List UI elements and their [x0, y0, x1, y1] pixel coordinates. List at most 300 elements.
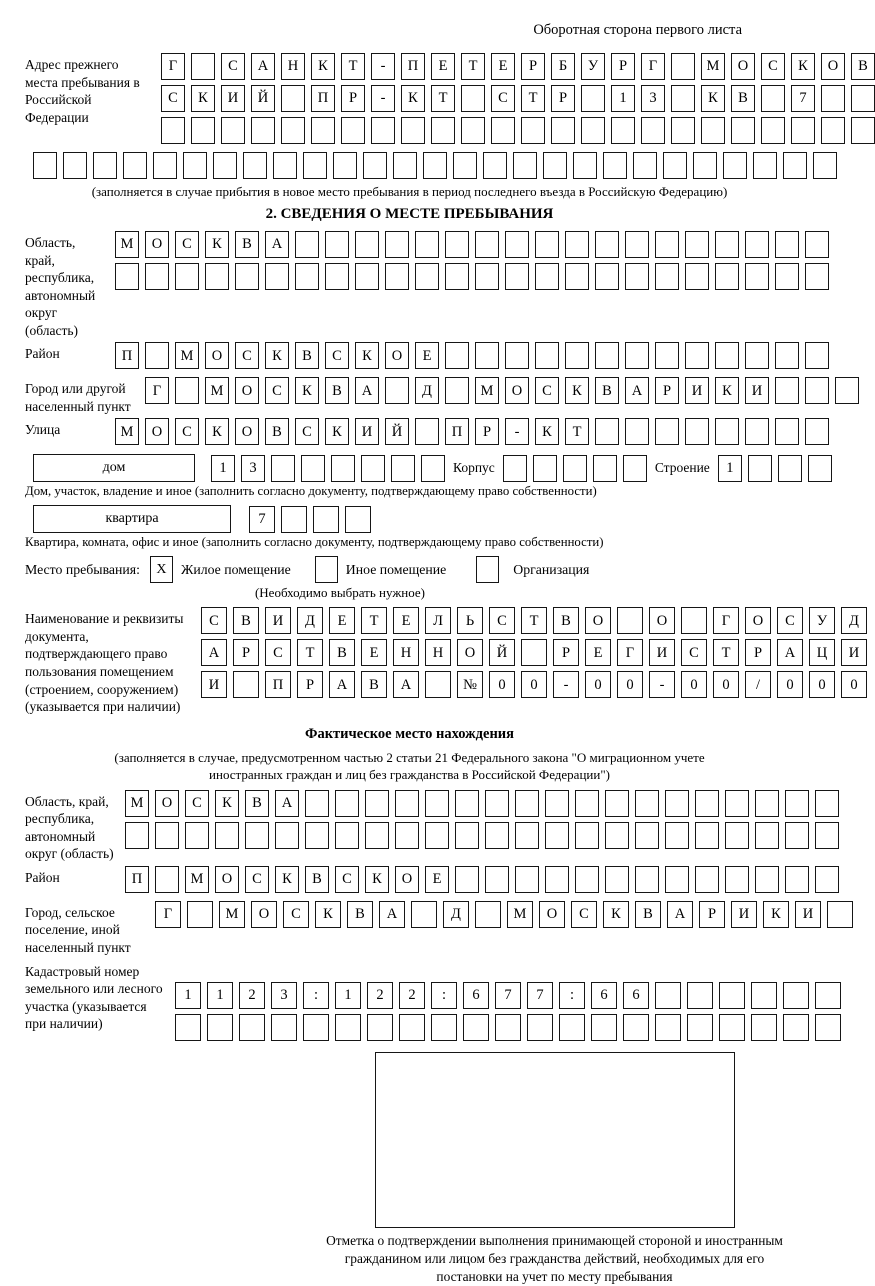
- char-cell[interactable]: С: [221, 53, 245, 80]
- char-cell[interactable]: [175, 1014, 201, 1041]
- char-cell[interactable]: Р: [551, 85, 575, 112]
- char-cell[interactable]: 0: [489, 671, 515, 698]
- char-cell[interactable]: С: [175, 231, 199, 258]
- char-cell[interactable]: [123, 152, 147, 179]
- char-cell[interactable]: [723, 152, 747, 179]
- char-cell[interactable]: [725, 866, 749, 893]
- char-cell[interactable]: Д: [841, 607, 867, 634]
- char-cell[interactable]: [33, 152, 57, 179]
- char-cell[interactable]: М: [185, 866, 209, 893]
- char-cell[interactable]: И: [745, 377, 769, 404]
- char-cell[interactable]: [685, 263, 709, 290]
- char-cell[interactable]: [63, 152, 87, 179]
- char-cell[interactable]: 2: [239, 982, 265, 1009]
- char-cell[interactable]: [603, 152, 627, 179]
- char-cell[interactable]: [503, 455, 527, 482]
- char-cell[interactable]: А: [201, 639, 227, 666]
- char-cell[interactable]: [491, 117, 515, 144]
- char-cell[interactable]: [623, 1014, 649, 1041]
- char-cell[interactable]: [505, 231, 529, 258]
- char-cell[interactable]: 3: [271, 982, 297, 1009]
- char-cell[interactable]: 0: [521, 671, 547, 698]
- char-cell[interactable]: М: [701, 53, 725, 80]
- char-cell[interactable]: [361, 455, 385, 482]
- char-cell[interactable]: И: [355, 418, 379, 445]
- char-cell[interactable]: [755, 790, 779, 817]
- char-cell[interactable]: [581, 85, 605, 112]
- char-cell[interactable]: [475, 901, 501, 928]
- char-cell[interactable]: [827, 901, 853, 928]
- char-cell[interactable]: О: [385, 342, 409, 369]
- char-cell[interactable]: [535, 231, 559, 258]
- char-cell[interactable]: [545, 822, 569, 849]
- char-cell[interactable]: М: [175, 342, 199, 369]
- char-cell[interactable]: С: [235, 342, 259, 369]
- char-cell[interactable]: [775, 342, 799, 369]
- char-cell[interactable]: [415, 263, 439, 290]
- char-cell[interactable]: Г: [617, 639, 643, 666]
- char-cell[interactable]: [575, 866, 599, 893]
- char-cell[interactable]: [325, 263, 349, 290]
- char-cell[interactable]: [385, 263, 409, 290]
- char-cell[interactable]: [725, 822, 749, 849]
- char-cell[interactable]: [625, 231, 649, 258]
- char-cell[interactable]: Г: [155, 901, 181, 928]
- char-cell[interactable]: [395, 790, 419, 817]
- char-cell[interactable]: М: [205, 377, 229, 404]
- char-cell[interactable]: Т: [565, 418, 589, 445]
- char-cell[interactable]: [695, 866, 719, 893]
- char-cell[interactable]: 7: [791, 85, 815, 112]
- char-cell[interactable]: 6: [623, 982, 649, 1009]
- char-cell[interactable]: С: [265, 377, 289, 404]
- char-cell[interactable]: [155, 822, 179, 849]
- char-cell[interactable]: В: [305, 866, 329, 893]
- char-cell[interactable]: [191, 53, 215, 80]
- char-cell[interactable]: [301, 455, 325, 482]
- char-cell[interactable]: В: [233, 607, 259, 634]
- char-cell[interactable]: И: [731, 901, 757, 928]
- char-cell[interactable]: [463, 1014, 489, 1041]
- checkbox-residential[interactable]: X: [150, 556, 173, 583]
- char-cell[interactable]: [543, 152, 567, 179]
- char-cell[interactable]: [815, 866, 839, 893]
- char-cell[interactable]: [805, 418, 829, 445]
- char-cell[interactable]: [455, 866, 479, 893]
- char-cell[interactable]: [485, 790, 509, 817]
- char-cell[interactable]: [663, 152, 687, 179]
- char-cell[interactable]: [745, 263, 769, 290]
- char-cell[interactable]: К: [565, 377, 589, 404]
- char-cell[interactable]: [235, 263, 259, 290]
- char-cell[interactable]: [551, 117, 575, 144]
- char-cell[interactable]: [775, 418, 799, 445]
- char-cell[interactable]: К: [701, 85, 725, 112]
- char-cell[interactable]: В: [553, 607, 579, 634]
- char-cell[interactable]: О: [731, 53, 755, 80]
- char-cell[interactable]: [155, 866, 179, 893]
- char-cell[interactable]: М: [475, 377, 499, 404]
- char-cell[interactable]: [239, 1014, 265, 1041]
- char-cell[interactable]: Е: [415, 342, 439, 369]
- char-cell[interactable]: [475, 263, 499, 290]
- char-cell[interactable]: [778, 455, 802, 482]
- char-cell[interactable]: [785, 866, 809, 893]
- char-cell[interactable]: [445, 263, 469, 290]
- char-cell[interactable]: П: [445, 418, 469, 445]
- char-cell[interactable]: [681, 607, 707, 634]
- char-cell[interactable]: [515, 822, 539, 849]
- char-cell[interactable]: [275, 822, 299, 849]
- char-cell[interactable]: К: [205, 418, 229, 445]
- char-cell[interactable]: [411, 901, 437, 928]
- char-cell[interactable]: Р: [611, 53, 635, 80]
- char-cell[interactable]: А: [251, 53, 275, 80]
- char-cell[interactable]: [755, 822, 779, 849]
- char-cell[interactable]: [445, 377, 469, 404]
- char-cell[interactable]: [821, 117, 845, 144]
- char-cell[interactable]: С: [535, 377, 559, 404]
- char-cell[interactable]: Г: [641, 53, 665, 80]
- char-cell[interactable]: Р: [233, 639, 259, 666]
- char-cell[interactable]: [515, 790, 539, 817]
- char-cell[interactable]: [761, 85, 785, 112]
- char-cell[interactable]: 1: [207, 982, 233, 1009]
- char-cell[interactable]: [475, 342, 499, 369]
- char-cell[interactable]: [655, 263, 679, 290]
- char-cell[interactable]: О: [585, 607, 611, 634]
- char-cell[interactable]: [815, 1014, 841, 1041]
- char-cell[interactable]: [325, 231, 349, 258]
- char-cell[interactable]: Г: [145, 377, 169, 404]
- char-cell[interactable]: [821, 85, 845, 112]
- char-cell[interactable]: [425, 790, 449, 817]
- char-cell[interactable]: Ц: [809, 639, 835, 666]
- char-cell[interactable]: 0: [713, 671, 739, 698]
- char-cell[interactable]: [701, 117, 725, 144]
- char-cell[interactable]: Е: [329, 607, 355, 634]
- char-cell[interactable]: [625, 342, 649, 369]
- char-cell[interactable]: [815, 822, 839, 849]
- char-cell[interactable]: [575, 790, 599, 817]
- char-cell[interactable]: [835, 377, 859, 404]
- char-cell[interactable]: [745, 342, 769, 369]
- char-cell[interactable]: [385, 377, 409, 404]
- char-cell[interactable]: С: [777, 607, 803, 634]
- char-cell[interactable]: [399, 1014, 425, 1041]
- char-cell[interactable]: -: [371, 53, 395, 80]
- char-cell[interactable]: [485, 822, 509, 849]
- char-cell[interactable]: И: [795, 901, 821, 928]
- char-cell[interactable]: 0: [809, 671, 835, 698]
- char-cell[interactable]: [753, 152, 777, 179]
- char-cell[interactable]: А: [329, 671, 355, 698]
- char-cell[interactable]: [365, 822, 389, 849]
- char-cell[interactable]: [205, 263, 229, 290]
- char-cell[interactable]: [341, 117, 365, 144]
- char-cell[interactable]: [685, 418, 709, 445]
- char-cell[interactable]: И: [685, 377, 709, 404]
- char-cell[interactable]: С: [265, 639, 291, 666]
- char-cell[interactable]: Л: [425, 607, 451, 634]
- char-cell[interactable]: С: [295, 418, 319, 445]
- char-cell[interactable]: М: [507, 901, 533, 928]
- char-cell[interactable]: [153, 152, 177, 179]
- char-cell[interactable]: К: [265, 342, 289, 369]
- char-cell[interactable]: [785, 822, 809, 849]
- char-cell[interactable]: [445, 342, 469, 369]
- char-cell[interactable]: А: [667, 901, 693, 928]
- char-cell[interactable]: С: [245, 866, 269, 893]
- char-cell[interactable]: С: [489, 607, 515, 634]
- char-cell[interactable]: 0: [585, 671, 611, 698]
- char-cell[interactable]: К: [215, 790, 239, 817]
- char-cell[interactable]: [805, 342, 829, 369]
- char-cell[interactable]: В: [731, 85, 755, 112]
- char-cell[interactable]: [665, 790, 689, 817]
- char-cell[interactable]: [335, 790, 359, 817]
- char-cell[interactable]: Й: [489, 639, 515, 666]
- char-cell[interactable]: Е: [431, 53, 455, 80]
- char-cell[interactable]: [815, 790, 839, 817]
- char-cell[interactable]: -: [649, 671, 675, 698]
- char-cell[interactable]: [655, 342, 679, 369]
- char-cell[interactable]: [725, 790, 749, 817]
- char-cell[interactable]: К: [791, 53, 815, 80]
- char-cell[interactable]: [391, 455, 415, 482]
- char-cell[interactable]: С: [175, 418, 199, 445]
- char-cell[interactable]: [455, 822, 479, 849]
- char-cell[interactable]: :: [431, 982, 457, 1009]
- char-cell[interactable]: [665, 866, 689, 893]
- char-cell[interactable]: Р: [655, 377, 679, 404]
- char-cell[interactable]: Н: [393, 639, 419, 666]
- char-cell[interactable]: Р: [521, 53, 545, 80]
- char-cell[interactable]: С: [161, 85, 185, 112]
- char-cell[interactable]: [605, 822, 629, 849]
- char-cell[interactable]: [265, 263, 289, 290]
- char-cell[interactable]: [791, 117, 815, 144]
- char-cell[interactable]: [751, 982, 777, 1009]
- char-cell[interactable]: [687, 982, 713, 1009]
- char-cell[interactable]: 0: [681, 671, 707, 698]
- char-cell[interactable]: [655, 418, 679, 445]
- char-cell[interactable]: И: [649, 639, 675, 666]
- char-cell[interactable]: О: [235, 418, 259, 445]
- char-cell[interactable]: [145, 263, 169, 290]
- char-cell[interactable]: Д: [443, 901, 469, 928]
- char-cell[interactable]: [635, 822, 659, 849]
- char-cell[interactable]: [591, 1014, 617, 1041]
- char-cell[interactable]: [761, 117, 785, 144]
- char-cell[interactable]: [745, 231, 769, 258]
- char-cell[interactable]: [715, 263, 739, 290]
- char-cell[interactable]: [483, 152, 507, 179]
- char-cell[interactable]: [305, 822, 329, 849]
- char-cell[interactable]: [295, 231, 319, 258]
- char-cell[interactable]: [573, 152, 597, 179]
- char-cell[interactable]: [575, 822, 599, 849]
- char-cell[interactable]: [563, 455, 587, 482]
- char-cell[interactable]: [685, 231, 709, 258]
- char-cell[interactable]: Д: [297, 607, 323, 634]
- char-cell[interactable]: М: [125, 790, 149, 817]
- char-cell[interactable]: [281, 117, 305, 144]
- char-cell[interactable]: [808, 455, 832, 482]
- char-cell[interactable]: С: [283, 901, 309, 928]
- char-cell[interactable]: [461, 85, 485, 112]
- char-cell[interactable]: [785, 790, 809, 817]
- char-cell[interactable]: [611, 117, 635, 144]
- char-cell[interactable]: [605, 866, 629, 893]
- char-cell[interactable]: [365, 790, 389, 817]
- char-cell[interactable]: [783, 152, 807, 179]
- char-cell[interactable]: П: [125, 866, 149, 893]
- char-cell[interactable]: В: [329, 639, 355, 666]
- char-cell[interactable]: Е: [491, 53, 515, 80]
- char-cell[interactable]: [655, 1014, 681, 1041]
- char-cell[interactable]: [93, 152, 117, 179]
- char-cell[interactable]: Р: [475, 418, 499, 445]
- char-cell[interactable]: В: [347, 901, 373, 928]
- char-cell[interactable]: 3: [641, 85, 665, 112]
- char-cell[interactable]: И: [265, 607, 291, 634]
- char-cell[interactable]: [593, 455, 617, 482]
- char-cell[interactable]: [805, 263, 829, 290]
- char-cell[interactable]: [371, 117, 395, 144]
- char-cell[interactable]: О: [251, 901, 277, 928]
- char-cell[interactable]: [815, 982, 841, 1009]
- char-cell[interactable]: [731, 117, 755, 144]
- char-cell[interactable]: А: [379, 901, 405, 928]
- char-cell[interactable]: [755, 866, 779, 893]
- char-cell[interactable]: №: [457, 671, 483, 698]
- char-cell[interactable]: М: [115, 418, 139, 445]
- char-cell[interactable]: [345, 506, 371, 533]
- char-cell[interactable]: [595, 342, 619, 369]
- char-cell[interactable]: [175, 263, 199, 290]
- char-cell[interactable]: [355, 263, 379, 290]
- char-cell[interactable]: Ь: [457, 607, 483, 634]
- char-cell[interactable]: [175, 377, 199, 404]
- char-cell[interactable]: [395, 822, 419, 849]
- char-cell[interactable]: [125, 822, 149, 849]
- char-cell[interactable]: [655, 982, 681, 1009]
- char-cell[interactable]: [393, 152, 417, 179]
- char-cell[interactable]: [251, 117, 275, 144]
- char-cell[interactable]: Р: [699, 901, 725, 928]
- char-cell[interactable]: К: [311, 53, 335, 80]
- char-cell[interactable]: Т: [461, 53, 485, 80]
- char-cell[interactable]: [333, 152, 357, 179]
- char-cell[interactable]: [605, 790, 629, 817]
- char-cell[interactable]: В: [295, 342, 319, 369]
- char-cell[interactable]: О: [155, 790, 179, 817]
- char-cell[interactable]: П: [265, 671, 291, 698]
- char-cell[interactable]: [335, 822, 359, 849]
- char-cell[interactable]: О: [395, 866, 419, 893]
- char-cell[interactable]: [311, 117, 335, 144]
- char-cell[interactable]: [207, 1014, 233, 1041]
- char-cell[interactable]: [775, 377, 799, 404]
- checkbox-organization[interactable]: [476, 556, 499, 583]
- char-cell[interactable]: [745, 418, 769, 445]
- char-cell[interactable]: [719, 1014, 745, 1041]
- char-cell[interactable]: О: [539, 901, 565, 928]
- char-cell[interactable]: [513, 152, 537, 179]
- char-cell[interactable]: У: [581, 53, 605, 80]
- char-cell[interactable]: В: [851, 53, 875, 80]
- char-cell[interactable]: [715, 342, 739, 369]
- char-cell[interactable]: [305, 790, 329, 817]
- char-cell[interactable]: 1: [718, 455, 742, 482]
- char-cell[interactable]: Т: [297, 639, 323, 666]
- char-cell[interactable]: [303, 1014, 329, 1041]
- char-cell[interactable]: О: [235, 377, 259, 404]
- char-cell[interactable]: [545, 790, 569, 817]
- char-cell[interactable]: [559, 1014, 585, 1041]
- char-cell[interactable]: К: [315, 901, 341, 928]
- char-cell[interactable]: [623, 455, 647, 482]
- char-cell[interactable]: [505, 263, 529, 290]
- char-cell[interactable]: [635, 866, 659, 893]
- char-cell[interactable]: [423, 152, 447, 179]
- char-cell[interactable]: О: [745, 607, 771, 634]
- char-cell[interactable]: М: [219, 901, 245, 928]
- char-cell[interactable]: [453, 152, 477, 179]
- char-cell[interactable]: А: [393, 671, 419, 698]
- char-cell[interactable]: [335, 1014, 361, 1041]
- char-cell[interactable]: О: [821, 53, 845, 80]
- char-cell[interactable]: [581, 117, 605, 144]
- char-cell[interactable]: [183, 152, 207, 179]
- char-cell[interactable]: [851, 117, 875, 144]
- char-cell[interactable]: Т: [713, 639, 739, 666]
- char-cell[interactable]: [635, 790, 659, 817]
- char-cell[interactable]: [595, 231, 619, 258]
- char-cell[interactable]: А: [625, 377, 649, 404]
- char-cell[interactable]: [281, 506, 307, 533]
- char-cell[interactable]: Н: [281, 53, 305, 80]
- char-cell[interactable]: [813, 152, 837, 179]
- char-cell[interactable]: [385, 231, 409, 258]
- char-cell[interactable]: К: [535, 418, 559, 445]
- char-cell[interactable]: [535, 342, 559, 369]
- char-cell[interactable]: [363, 152, 387, 179]
- char-cell[interactable]: В: [235, 231, 259, 258]
- char-cell[interactable]: [187, 901, 213, 928]
- char-cell[interactable]: [331, 455, 355, 482]
- char-cell[interactable]: 1: [175, 982, 201, 1009]
- char-cell[interactable]: [271, 455, 295, 482]
- char-cell[interactable]: [271, 1014, 297, 1041]
- char-cell[interactable]: [775, 231, 799, 258]
- char-cell[interactable]: Т: [361, 607, 387, 634]
- char-cell[interactable]: [687, 1014, 713, 1041]
- char-cell[interactable]: С: [491, 85, 515, 112]
- char-cell[interactable]: [671, 53, 695, 80]
- char-cell[interactable]: Р: [745, 639, 771, 666]
- char-cell[interactable]: [461, 117, 485, 144]
- char-cell[interactable]: О: [145, 418, 169, 445]
- char-cell[interactable]: Й: [385, 418, 409, 445]
- char-cell[interactable]: П: [401, 53, 425, 80]
- char-cell[interactable]: [748, 455, 772, 482]
- char-cell[interactable]: О: [505, 377, 529, 404]
- char-cell[interactable]: О: [215, 866, 239, 893]
- char-cell[interactable]: [545, 866, 569, 893]
- char-cell[interactable]: Р: [553, 639, 579, 666]
